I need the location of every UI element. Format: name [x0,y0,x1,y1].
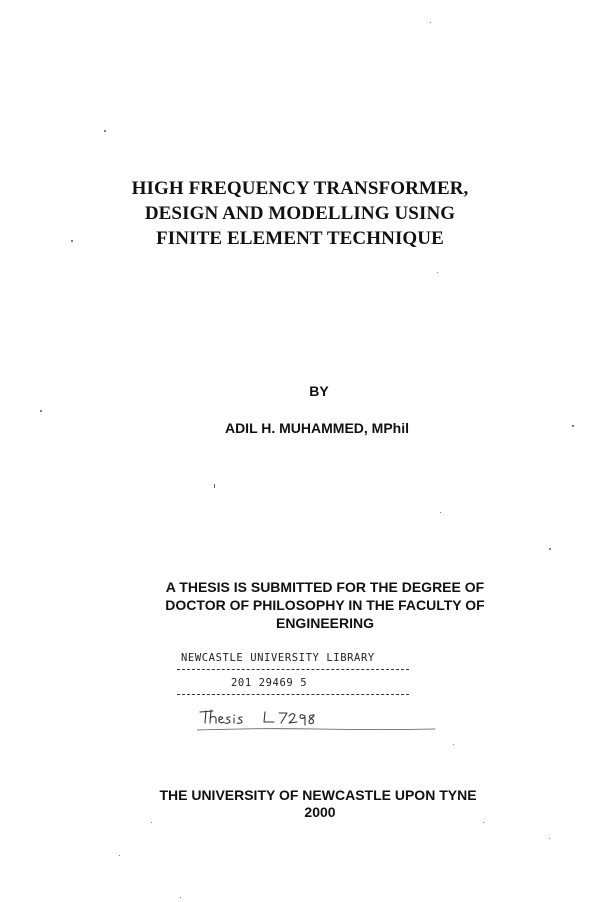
thesis-title [100,176,500,251]
title-line-2: DESIGN AND MODELLING USING [144,203,456,224]
scan-speck [440,512,441,513]
submission-year: 2000 [304,804,336,820]
handwritten-note-text: Thesis L7298 [197,706,203,707]
handwritten-shelfmark [197,706,437,734]
stamp-divider [177,669,409,670]
scan-speck [483,822,484,823]
statement-line-1: A THESIS IS SUBMITTED FOR THE DEGREE OF [165,579,485,595]
scan-speck [549,548,551,550]
title-line-1: HIGH FREQUENCY TRANSFORMER, [131,178,469,199]
scan-speck [104,130,106,132]
scan-speck [430,22,431,23]
statement-line-3: ENGINEERING [275,615,374,631]
statement-line-2: DOCTOR OF PHILOSOPHY IN THE FACULTY OF [165,597,485,613]
accession-number: 201 29469 5 [231,677,308,689]
scan-speck [40,410,42,412]
title-line-3: FINITE ELEMENT TECHNIQUE [156,228,444,249]
scan-speck [453,744,454,745]
author-name: ADIL H. MUHAMMED, MPhil [224,420,410,436]
stamp-divider [177,694,409,695]
scan-speck [71,240,73,242]
scan-speck [549,838,550,839]
scan-speck [437,272,438,273]
byline: BY [309,383,329,399]
library-name: NEWCASTLE UNIVERSITY LIBRARY [181,652,375,664]
degree-statement [100,578,550,632]
university-name: THE UNIVERSITY OF NEWCASTLE UPON TYNE [159,787,477,803]
scan-speck [180,897,181,898]
scan-speck [572,425,574,427]
scan-speck [151,822,152,823]
scan-speck [214,484,215,488]
scan-speck [119,855,120,856]
